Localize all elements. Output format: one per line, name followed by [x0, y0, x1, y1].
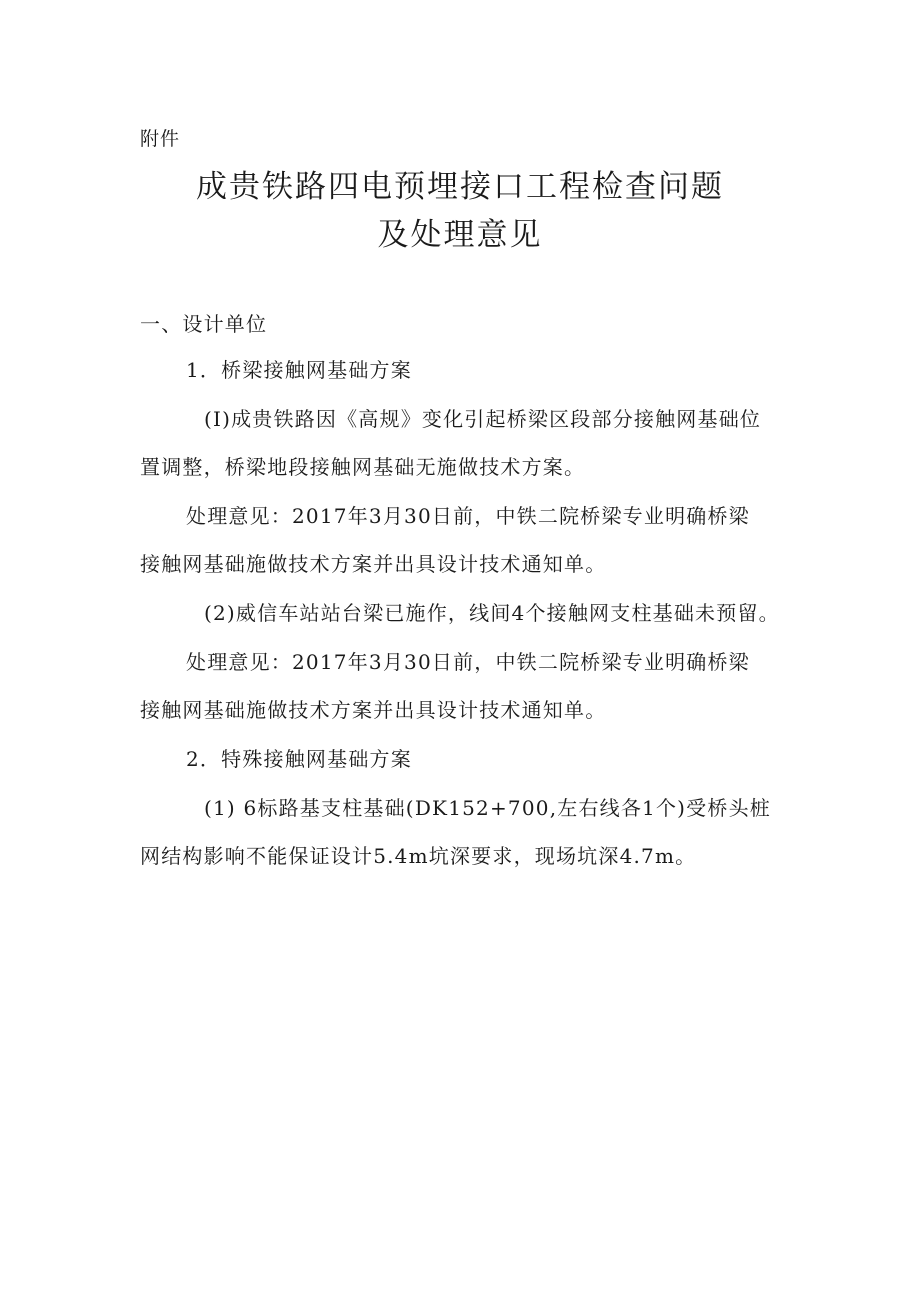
item-heading-special-foundation: 2．特殊接触网基础方案	[186, 747, 412, 771]
document-title-line-2: 及处理意见	[377, 217, 543, 253]
section-heading-design-unit: 一、设计单位	[140, 312, 268, 336]
opinion-item1-2-line2: 接触网基础施做技术方案并出具设计技术通知单。	[140, 698, 607, 722]
attachment-label: 附件	[140, 128, 181, 150]
paragraph-item2-1-line1: (1) 6标路基支柱基础(DK152+700,左右线各1个)受桥头桩	[204, 796, 771, 820]
paragraph-item1-1-line1: (I)成贵铁路因《高规》变化引起桥梁区段部分接触网基础位	[204, 407, 762, 431]
paragraph-item1-1-line2: 置调整，桥梁地段接触网基础无施做技术方案。	[140, 455, 586, 479]
opinion-item1-1-line1: 处理意见：2017年3月30日前，中铁二院桥梁专业明确桥梁	[186, 504, 750, 528]
paragraph-item2-1-line2: 网结构影响不能保证设计5.4m坑深要求，现场坑深4.7m。	[140, 844, 697, 868]
opinion-item1-1-line2: 接触网基础施做技术方案并出具设计技术通知单。	[140, 552, 607, 576]
paragraph-item1-2-line1: (2)威信车站站台梁已施作，线间4个接触网支柱基础未预留。	[204, 601, 780, 625]
opinion-item1-2-line1: 处理意见：2017年3月30日前，中铁二院桥梁专业明确桥梁	[186, 650, 750, 674]
document-title-line-1: 成贵铁路四电预埋接口工程检查问题	[196, 169, 724, 205]
item-heading-bridge-foundation: 1．桥梁接触网基础方案	[186, 358, 412, 382]
